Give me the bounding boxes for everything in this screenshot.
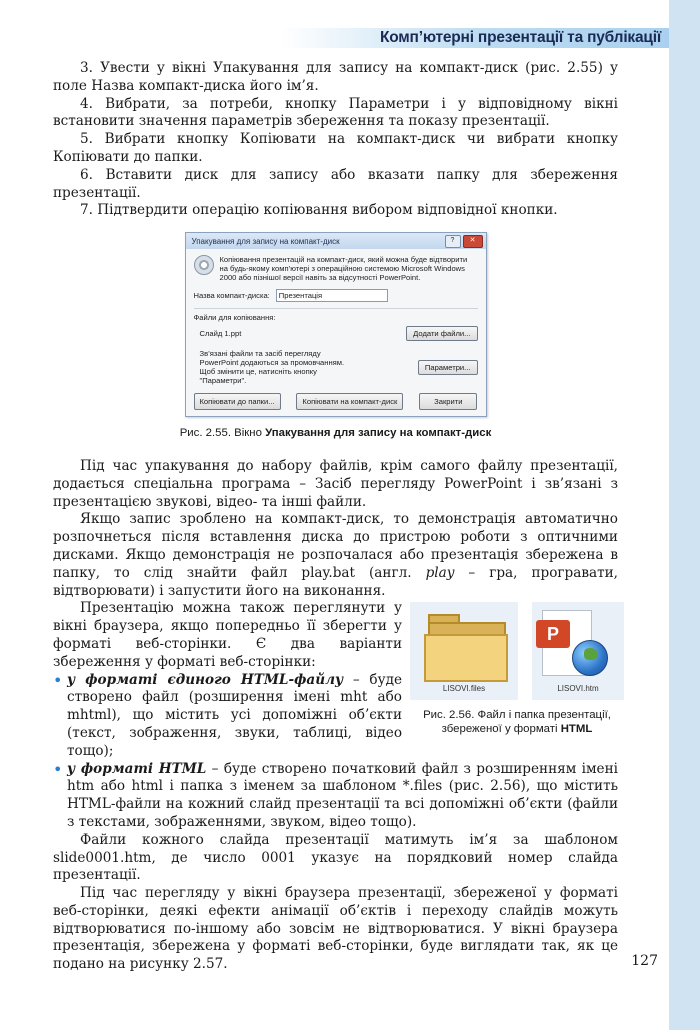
page-body (53, 60, 618, 974)
copy-to-cd-button[interactable]: Копіювати на компакт-диск (296, 393, 403, 410)
step-item: 7. Підтвердити операцію копіювання вибором відповідної кнопки. (80, 202, 558, 219)
files-label: Файли для копіювання: (193, 313, 276, 323)
figure-2-55 (185, 232, 487, 417)
linked-files-note: Зв’язані файли та засіб перегляду PowerPoint додаються за промовчанням. Щоб змінити це, натисніть кнопку "Параметри". (199, 349, 345, 386)
dialog-footer (194, 393, 478, 410)
paragraph: Під час перегляду у вікні браузера презентації, збереженої у форматі веб-сторінки, деякі ефекти анімації об’єктів і переходу слайдів можуть відтворюватися по-іншому або зовсім не відтворюватися. У вікні браузера презентація, збережена у форматі веб-сторінки, буде виглядати так, як це подано на рисунку 2.57. (53, 885, 618, 973)
paragraph-italic: play (425, 564, 455, 581)
paragraph (53, 511, 618, 600)
globe-land-icon (584, 648, 598, 660)
bullet-text: – буде створено початковий файл з розширенням імені htm або html і папка з іменем за шаблоном *.files (рис. 2.56), що містить HTML-файли на кожний слайд презентації та всі допоміжні об’єкти (файли з текстами, зображеннями, звуком, відео тощо). (67, 760, 618, 830)
step-item: 6. Вставити диск для запису або вказати папку для збереження презентації. (53, 166, 618, 201)
side-color-bar (669, 0, 700, 1030)
paragraph-text: – гра, програвати, відтворювати) і запустити його на виконання. (53, 564, 618, 599)
bullet-item (53, 761, 618, 832)
step-item: 4. Вибрати, за потреби, кнопку Параметри і у відповідному вікні встановити значення параметрів збереження та показу презентації. (53, 95, 618, 130)
help-icon[interactable]: ? (445, 235, 461, 248)
steps-list (53, 60, 618, 220)
powerpoint-icon: P (536, 620, 570, 648)
file-row (194, 326, 478, 341)
caption-prefix: Рис. 2.55. Вікно (179, 427, 266, 440)
caption-prefix: Рис. 2.56. Файл і папка презентації, збереженої у форматі (423, 709, 611, 736)
folder-name: LISOVI.files (442, 683, 486, 693)
caption-bold: HTML (560, 723, 593, 736)
bullet-item (53, 672, 618, 761)
add-files-button[interactable]: Додати файли... (406, 326, 477, 341)
running-header (0, 0, 669, 62)
step-item: 3. Увести у вікні Упакування для запису на компакт-диск (рис. 2.55) у поле Назва компакт-диска його ім’я. (53, 60, 618, 94)
package-cd-dialog (185, 232, 487, 417)
page-number: 127 (631, 953, 658, 969)
caption-bold: Упакування для запису на компакт-диск (265, 427, 492, 440)
paragraph: Презентацію можна також переглянути у вікні браузера, якщо попередньо її зберегти у форматі веб-сторінки. Є два варіанти збереження у форматі веб-сторінки: (53, 600, 402, 670)
dialog-title: Упакування для запису на компакт-диск (191, 236, 340, 246)
paragraph: Файли кожного слайда презентації матимуть ім’я за шаблоном slide0001.htm, де число 0001 указує на порядковий номер слайда презентації. (53, 831, 618, 884)
cd-name-input[interactable]: Презентація (276, 289, 388, 302)
dialog-body (186, 249, 486, 416)
window-controls (445, 235, 483, 248)
dialog-intro (194, 255, 478, 282)
cd-icon (194, 255, 214, 275)
close-button[interactable]: Закрити (419, 393, 477, 410)
file-name: Слайд 1.ppt (199, 329, 242, 339)
bullet-list (53, 672, 618, 832)
step-item: 5. Вибрати кнопку Копіювати на компакт-диск чи вибрати кнопку Копіювати до папки. (53, 131, 618, 165)
copy-to-folder-button[interactable]: Копіювати до папки... (194, 393, 281, 410)
dialog-separator (194, 308, 478, 309)
dialog-titlebar (186, 233, 486, 249)
figure-2-55-caption (53, 425, 618, 443)
options-button[interactable]: Параметри... (418, 360, 478, 375)
bullet-text: – буде створено файл (розширення імені mht або mhtml), що містить усі допоміжні об’єкти (текст, зображення, звуки, таблиці, відео тощо); (67, 671, 402, 759)
paragraph: Під час упакування до набору файлів, крім самого файлу презентації, додається спеціальна програма – Засіб перегляду PowerPoint і зв’язані з презентацією звукові, відео- та інші файли. (53, 457, 618, 510)
dialog-intro-text: Копіювання презентацій на компакт-диск, який можна буде відтворити на будь-якому комп’ютері з операційною системою Microsoft Windows 2000 або пізнішої версії навіть за відсутності PowerPoint. (219, 255, 468, 283)
close-icon[interactable]: ✕ (463, 235, 483, 248)
paragraph-text: Якщо запис зроблено на компакт-диск, то демонстрація автоматично розпочнеться після вставлення диска до пристрою роботи з оптичними дисками. Якщо демонстрація не розпочалася або презентація збережена в папку, то слід знайти файл play.bat (англ. (53, 511, 618, 581)
bullet-term: у форматі HTML (67, 760, 207, 777)
cd-name-label: Назва компакт-диска: (193, 291, 270, 301)
bullet-term: у форматі єдиного HTML-файлу (67, 671, 344, 688)
header-title: Комп’ютерні презентації та публікації (379, 29, 661, 46)
cd-name-row (194, 289, 478, 302)
htm-file-name: LISOVI.htm (557, 683, 599, 693)
linked-files-row (194, 349, 478, 385)
